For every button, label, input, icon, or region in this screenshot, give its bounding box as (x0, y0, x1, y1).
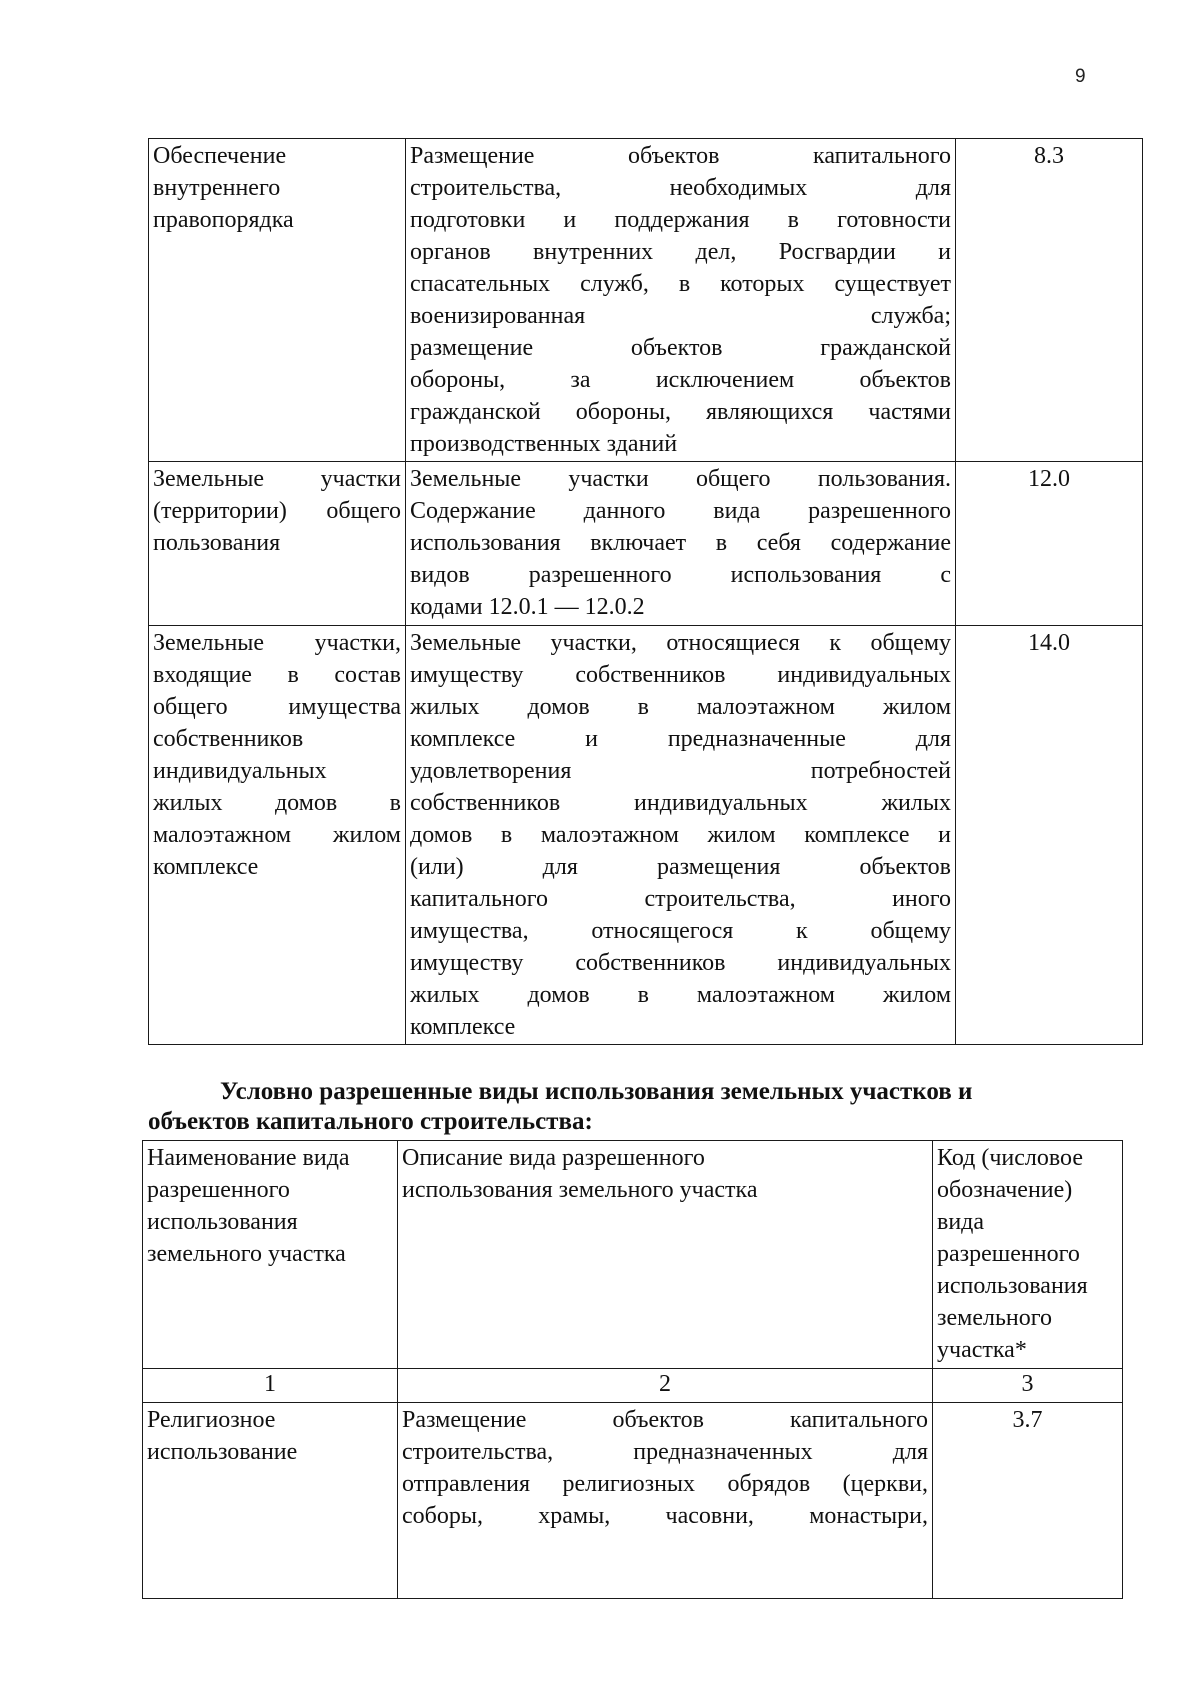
column-number-row (143, 1369, 1123, 1403)
use-description-cell-line: комплексе и предназначенные для (410, 726, 951, 752)
header-code-cell-line: использования (937, 1273, 1088, 1299)
table-row (143, 1403, 1123, 1599)
header-description-cell-line: использования земельного участка (402, 1177, 758, 1203)
use-description-cell-line: удовлетворения потребностей (410, 758, 951, 784)
section-heading-line-2: объектов капитального строительства: (148, 1108, 593, 1135)
page-number: 9 (1075, 66, 1086, 87)
table-row (149, 462, 1143, 626)
use-name-cell (149, 139, 406, 462)
header-description-cell (398, 1141, 933, 1369)
use-description-cell-line: использования включает в себя содержание (410, 530, 951, 556)
code-cell: 14.0 (956, 626, 1143, 1045)
use-description-cell-line: размещение объектов гражданской (410, 335, 951, 361)
use-description-cell (406, 626, 956, 1045)
use-name-cell-line: Религиозное (147, 1407, 276, 1433)
use-description-cell-line: Размещение объектов капитального (410, 143, 951, 169)
code-cell: 8.3 (956, 139, 1143, 462)
header-name-cell-line: разрешенного (147, 1177, 290, 1203)
use-description-cell-line: имуществу собственников индивидуальных (410, 950, 951, 976)
use-name-cell-line: малоэтажном жилом (153, 822, 401, 848)
use-name-cell-line: Земельные участки, (153, 630, 401, 656)
use-description-cell-line: органов внутренних дел, Росгвардии и (410, 239, 951, 265)
header-row (143, 1141, 1123, 1369)
use-description-cell-line: гражданской обороны, являющихся частями (410, 399, 951, 425)
use-description-cell-line: имущества, относящегося к общему (410, 918, 951, 944)
use-description-cell-line: видов разрешенного использования с (410, 562, 951, 588)
use-description-cell-line: Содержание данного вида разрешенного (410, 498, 951, 524)
use-description-cell-line: военизированная служба; (410, 303, 951, 329)
use-name-cell (149, 462, 406, 626)
header-name-cell-line: использования (147, 1209, 298, 1235)
use-name-cell-line: использование (147, 1439, 298, 1465)
use-name-cell (149, 626, 406, 1045)
use-description-cell-line: соборы, храмы, часовни, монастыри, (402, 1503, 928, 1529)
use-description-cell-line: (или) для размещения объектов (410, 854, 951, 880)
permitted-uses-table (148, 138, 1143, 1045)
header-description-cell-line: Описание вида разрешенного (402, 1145, 705, 1171)
use-name-cell-line: Земельные участки (153, 466, 401, 492)
header-name-cell-line: земельного участка (147, 1241, 346, 1267)
use-description-cell-line: комплексе (410, 1014, 516, 1040)
use-description-cell-line: жилых домов в малоэтажном жилом (410, 694, 951, 720)
use-description-cell (398, 1403, 933, 1599)
use-name-cell-line: Обеспечение (153, 143, 287, 169)
use-description-cell (406, 139, 956, 462)
header-name-cell (143, 1141, 398, 1369)
use-description-cell-line: домов в малоэтажном жилом комплексе и (410, 822, 951, 848)
header-code-cell-line: участка* (937, 1337, 1027, 1363)
header-code-cell-line: Код (числовое (937, 1145, 1083, 1171)
header-name-cell-line: Наименование вида (147, 1145, 350, 1171)
header-code-cell-line: земельного (937, 1305, 1052, 1331)
use-name-cell-line: правопорядка (153, 207, 294, 233)
use-name-cell-line: внутреннего (153, 175, 281, 201)
use-name-cell-line: пользования (153, 530, 281, 556)
code-cell: 2 (398, 1369, 933, 1403)
conditional-uses-table (142, 1140, 1123, 1599)
use-description-cell-line: жилых домов в малоэтажном жилом (410, 982, 951, 1008)
table-row (149, 626, 1143, 1045)
header-code-cell-line: обозначение) (937, 1177, 1073, 1203)
use-description-cell-line: Земельные участки, относящиеся к общему (410, 630, 951, 656)
use-description-cell-line: обороны, за исключением объектов (410, 367, 951, 393)
use-description-cell-line: отправления религиозных обрядов (церкви, (402, 1471, 928, 1497)
use-description-cell-line: кодами 12.0.1 — 12.0.2 (410, 594, 645, 620)
use-name-cell-line: собственников (153, 726, 304, 752)
header-code-cell-line: разрешенного (937, 1241, 1080, 1267)
use-name-cell-line: индивидуальных (153, 758, 327, 784)
use-description-cell-line: производственных зданий (410, 431, 678, 457)
section-heading-line-1: Условно разрешенные виды использования земельных участков и (220, 1078, 973, 1105)
code-cell: 1 (143, 1369, 398, 1403)
use-name-cell-line: общего имущества (153, 694, 401, 720)
section-heading (148, 1077, 1108, 1137)
use-name-cell-line: комплексе (153, 854, 259, 880)
header-code-cell (933, 1141, 1123, 1369)
use-description-cell-line: имуществу собственников индивидуальных (410, 662, 951, 688)
use-name-cell-line: входящие в состав (153, 662, 401, 688)
use-description-cell-line: строительства, предназначенных для (402, 1439, 928, 1465)
use-description-cell-line: Земельные участки общего пользования. (410, 466, 951, 492)
use-description-cell (406, 462, 956, 626)
header-code-cell-line: вида (937, 1209, 985, 1235)
code-cell: 3 (933, 1369, 1123, 1403)
use-description-cell-line: собственников индивидуальных жилых (410, 790, 951, 816)
use-description-cell-line: спасательных служб, в которых существует (410, 271, 951, 297)
use-name-cell-line: (территории) общего (153, 498, 401, 524)
use-description-cell-line: Размещение объектов капитального (402, 1407, 928, 1433)
use-description-cell-line: подготовки и поддержания в готовности (410, 207, 951, 233)
use-description-cell-line: строительства, необходимых для (410, 175, 951, 201)
use-name-cell (143, 1403, 398, 1599)
code-cell: 3.7 (933, 1403, 1123, 1599)
table-row (149, 139, 1143, 462)
use-description-cell-line: капитального строительства, иного (410, 886, 951, 912)
code-cell: 12.0 (956, 462, 1143, 626)
use-name-cell-line: жилых домов в (153, 790, 401, 816)
